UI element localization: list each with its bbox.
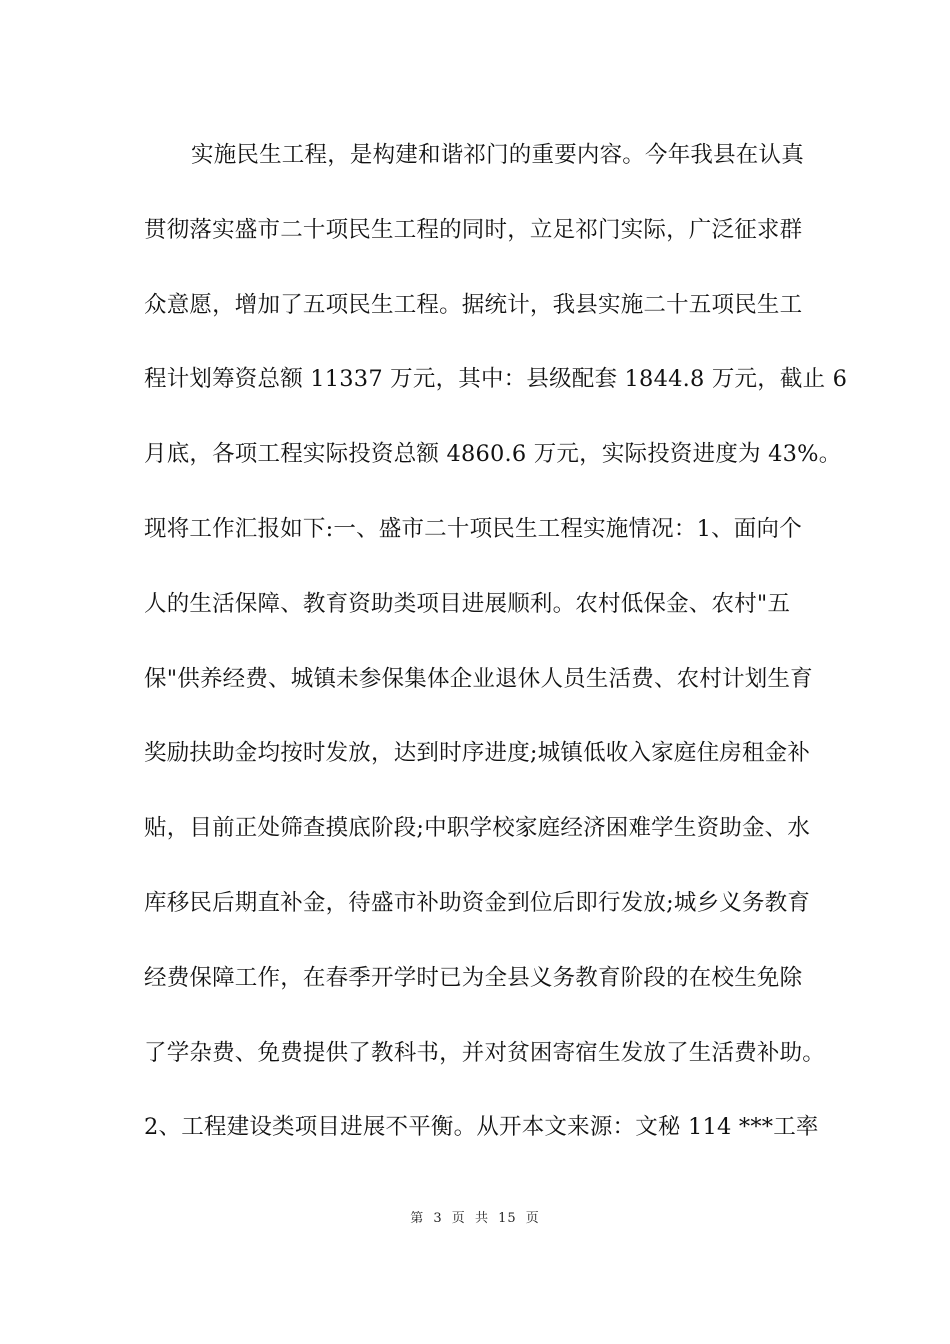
text-line: 保"供养经费、城镇未参保集体企业退休人员生活费、农村计划生育: [144, 665, 813, 692]
footer-current-page: 3: [433, 1211, 443, 1226]
footer-suffix: 页: [525, 1211, 540, 1226]
text-line: 贯彻落实盛市二十项民生工程的同时，立足祁门实际，广泛征求群: [144, 216, 803, 243]
footer-prefix: 第: [410, 1211, 425, 1226]
text-line: 人的生活保障、教育资助类项目进展顺利。农村低保金、农村"五: [144, 590, 791, 617]
text-line: 月底，各项工程实际投资总额 4860.6 万元，实际投资进度为 43%。: [144, 441, 842, 468]
footer-page-word: 页: [451, 1211, 466, 1226]
body-text: [144, 132, 848, 1179]
text-line: 现将工作汇报如下:一、盛市二十项民生工程实施情况：1、面向个: [144, 515, 802, 542]
text-line: 众意愿，增加了五项民生工程。据统计，我县实施二十五项民生工: [144, 291, 803, 318]
text-line: 程计划筹资总额 11337 万元，其中：县级配套 1844.8 万元，截止 6: [144, 366, 848, 393]
text-line: 奖励扶助金均按时发放，达到时序进度;城镇低收入家庭住房租金补: [144, 740, 811, 767]
text-line: 库移民后期直补金，待盛市补助资金到位后即行发放;城乡义务教育: [144, 889, 811, 916]
page-footer: [0, 1207, 950, 1226]
footer-total-pages: 15: [498, 1211, 517, 1226]
text-line: 贴，目前正处筛查摸底阶段;中职学校家庭经济困难学生资助金、水: [144, 815, 811, 842]
text-line: 经费保障工作，在春季开学时已为全县义务教育阶段的在校生免除: [144, 964, 803, 991]
text-line: 2、工程建设类项目进展不平衡。从开本文来源：文秘 114 ***工率: [144, 1114, 819, 1141]
footer-total-word: 共: [474, 1211, 489, 1226]
text-line: 了学杂费、免费提供了教科书，并对贫困寄宿生发放了生活费补助。: [144, 1039, 826, 1066]
text-line: 实施民生工程，是构建和谐祁门的重要内容。今年我县在认真: [191, 142, 804, 168]
